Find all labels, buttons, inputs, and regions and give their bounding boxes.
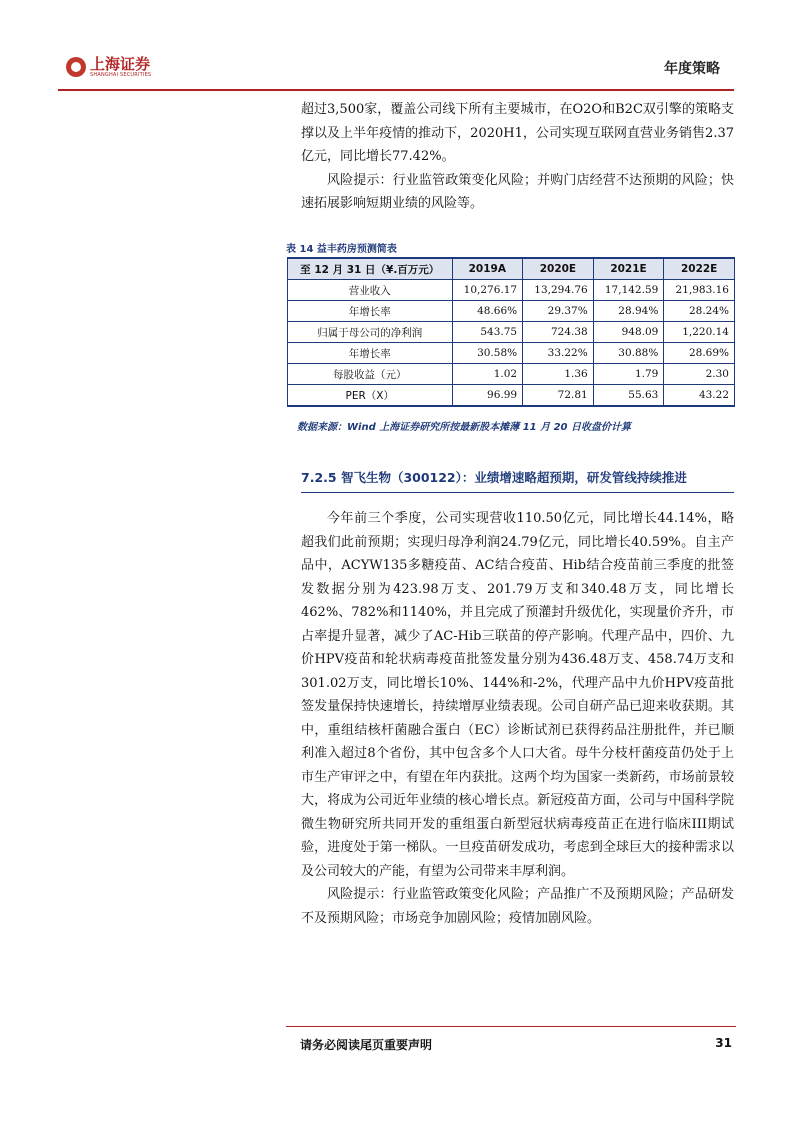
row-label: 归属于母公司的净利润	[288, 322, 453, 343]
table-row	[288, 385, 735, 407]
table-cell: 17,142.59	[593, 280, 664, 301]
intro-text	[301, 98, 734, 216]
table-header-row	[288, 258, 735, 280]
page-header	[58, 52, 734, 92]
section-risk-paragraph: 风险提示：行业监管政策变化风险；产品推广不及预期风险；产品研发不及预期风险；市场竞争加剧风险；疫情加剧风险。	[301, 887, 734, 926]
table-cell: 1,220.14	[664, 322, 735, 343]
table-cell: 96.99	[452, 385, 523, 407]
table-cell: 1.79	[593, 364, 664, 385]
table-cell: 724.38	[523, 322, 594, 343]
table-row	[288, 301, 735, 322]
table-cell: 10,276.17	[452, 280, 523, 301]
footer-divider	[286, 1026, 736, 1027]
intro-paragraph: 超过3,500家，覆盖公司线下所有主要城市，在O2O和B2C双引擎的策略支撑以及上半年疫情的推动下，2020H1，公司实现互联网直营业务销售2.37亿元，同比增长77.42%。	[301, 102, 734, 164]
table-cell: 28.69%	[664, 343, 735, 364]
risk-paragraph: 风险提示：行业监管政策变化风险；并购门店经营不达预期的风险；快速拓展影响短期业绩的风险等。	[301, 172, 734, 211]
table-cell: 28.94%	[593, 301, 664, 322]
logo-subtext: SHANGHAI SECURITIES	[90, 72, 152, 78]
table-cell: 543.75	[452, 322, 523, 343]
table-cell: 48.66%	[452, 301, 523, 322]
header-divider	[58, 89, 734, 91]
section-body	[301, 507, 734, 930]
table-cell: 55.63	[593, 385, 664, 407]
table-cell: 43.22	[664, 385, 735, 407]
row-label: 年增长率	[288, 343, 453, 364]
section-heading: 7.2.5 智飞生物（300122）：业绩增速略超预期，研发管线持续推进	[301, 468, 734, 493]
table-cell: 28.24%	[664, 301, 735, 322]
forecast-table	[287, 257, 735, 407]
table-cell: 30.58%	[452, 343, 523, 364]
table-row	[288, 343, 735, 364]
table-cell: 13,294.76	[523, 280, 594, 301]
row-label: 营业收入	[288, 280, 453, 301]
logo-seal-icon	[66, 57, 86, 77]
page-number: 31	[715, 1036, 732, 1050]
table-caption: 表 14 益丰药房预测简表	[286, 244, 397, 255]
company-logo	[66, 56, 151, 78]
disclaimer-note: 请务必阅读尾页重要声明	[300, 1038, 433, 1052]
table-cell: 30.88%	[593, 343, 664, 364]
table-header-cell: 2020E	[523, 258, 594, 280]
row-label: PER（X）	[288, 385, 453, 407]
table-header-cell: 2022E	[664, 258, 735, 280]
table-cell: 72.81	[523, 385, 594, 407]
logo-text: 上海证券	[90, 55, 151, 73]
table-header-cell: 2021E	[593, 258, 664, 280]
table-cell: 33.22%	[523, 343, 594, 364]
table-row	[288, 364, 735, 385]
table-cell: 21,983.16	[664, 280, 735, 301]
table-header-cell: 至 12 月 31 日（¥.百万元）	[288, 258, 453, 280]
table-cell: 1.36	[523, 364, 594, 385]
row-label: 每股收益（元）	[288, 364, 453, 385]
table-header-cell: 2019A	[452, 258, 523, 280]
report-type-title: 年度策略	[664, 61, 720, 77]
table-cell: 1.02	[452, 364, 523, 385]
table-row	[288, 280, 735, 301]
table-source-note: 数据来源：Wind 上海证券研究所按最新股本摊薄 11 月 20 日收盘价计算	[297, 422, 631, 433]
table-cell: 29.37%	[523, 301, 594, 322]
row-label: 年增长率	[288, 301, 453, 322]
table-cell: 948.09	[593, 322, 664, 343]
table-cell: 2.30	[664, 364, 735, 385]
section-paragraph: 今年前三个季度，公司实现营收110.50亿元，同比增长44.14%，略超我们此前预期；实现归母净利润24.79亿元，同比增长40.59%。自主产品中，ACYW135多糖疫苗、AC结合疫苗、Hib结合疫苗前三季度的批签发数据分别为423.98万支、201.79万支和340.48万支，同比增长462%、782%和1140%，并且完成了预灌封升级优化，实现量价齐升，市占率提升显著，减少了AC-Hib三联苗的停产影响。代理产品中，四价、九价HPV疫苗和轮状病毒疫苗批签发量分别为436.48万支、458.74万支和301.02万支，同比增长10%、144%和-2%，代理产品中九价HPV疫苗批签发量保持快速增长，持续增厚业绩表现。公司自研产品已迎来收获期。其中，重组结核杆菌融合蛋白（EC）诊断试剂已获得药品注册批件，并已顺利准入超过8个省份，其中包含多个人口大省。母牛分枝杆菌疫苗仍处于上市生产审评之中，有望在年内获批。这两个均为国家一类新药，市场前景较大，将成为公司近年业绩的核心增长点。新冠疫苗方面，公司与中国科学院微生物研究所共同开发的重组蛋白新型冠状病毒疫苗正在进行临床III期试验，进度处于第一梯队。一旦疫苗研发成功，考虑到全球巨大的接种需求以及公司较大的产能，有望为公司带来丰厚利润。	[301, 511, 734, 879]
table-row	[288, 322, 735, 343]
